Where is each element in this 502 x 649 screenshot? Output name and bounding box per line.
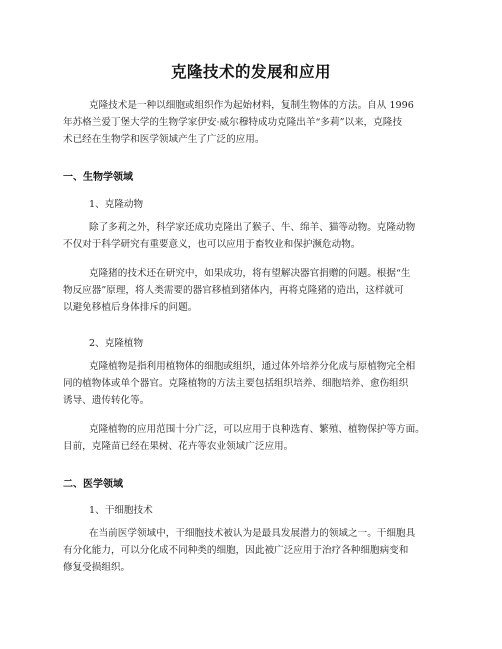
- paragraph-cloned-animals: [63, 219, 445, 253]
- intro-line: 年苏格兰爱丁堡大学的生物学家伊安·威尔穆特成功克隆出羊“多莉”以来，克隆技: [63, 117, 403, 128]
- paragraph-line: 不仅对于科学研究有重要意义，也可以应用于畜牧业和保护濒危动物。: [63, 239, 361, 250]
- intro-line: 术已经在生物学和医学领域产生了广泛的应用。: [63, 134, 265, 145]
- intro-line: 克隆技术是一种以细胞或组织作为起始材料，复制生物体的方法。自从 1996: [89, 100, 414, 111]
- intro-paragraph: [63, 97, 445, 148]
- paragraph-line: 克隆植物的应用范围十分广泛，可以应用于良种选育、繁殖、植物保护等方面。: [89, 424, 425, 435]
- paragraph-line: 以避免移植后身体排斥的问题。: [63, 302, 198, 313]
- paragraph-line: 修复受损组织。: [63, 562, 131, 573]
- paragraph-cloned-plants: [63, 358, 445, 409]
- paragraph-line: 有分化能力，可以分化成不同种类的细胞，因此被广泛应用于治疗各种细胞病变和: [63, 545, 409, 556]
- paragraph-plant-applications: [63, 421, 445, 455]
- paragraph-line: 在当前医学领域中，干细胞技术被认为是最具发展潜力的领域之一。干细胞具: [89, 528, 416, 539]
- paragraph-line: 同的植物体或单个器官。克隆植物的方法主要包括组织培养、细胞培养、愈伤组织: [63, 378, 409, 389]
- section-heading-medicine: 二、医学领域: [63, 479, 123, 490]
- paragraph-cloned-pigs: [63, 265, 445, 316]
- paragraph-line: 除了多莉之外，科学家还成功克隆出了猴子、牛、绵羊、猫等动物。克隆动物: [89, 222, 416, 233]
- subsection-heading-stem-cells: 1、干细胞技术: [89, 505, 153, 516]
- paragraph-line: 物反应器”原理，将人类需要的器官移植到猪体内，再将克隆猪的造出，这样就可: [63, 285, 404, 296]
- paragraph-line: 克隆植物是指利用植物体的细胞或组织，通过体外培养分化成与原植物完全相: [89, 361, 416, 372]
- paragraph-line: 诱导、遗传转化等。: [63, 395, 150, 406]
- subsection-heading-cloned-animals: 1、克隆动物: [89, 199, 144, 210]
- subsection-heading-cloned-plants: 2、克隆植物: [89, 338, 144, 349]
- paragraph-line: 克隆猪的技术还在研究中，如果成功，将有望解决器官捐赠的问题。根据“生: [89, 268, 411, 279]
- paragraph-stem-cells: [63, 525, 445, 576]
- paragraph-line: 目前，克隆苗已经在果树、花卉等农业领域广泛应用。: [63, 441, 294, 452]
- document-title: 克隆技术的发展和应用: [170, 63, 331, 81]
- section-heading-biology: 一、生物学领域: [63, 172, 133, 183]
